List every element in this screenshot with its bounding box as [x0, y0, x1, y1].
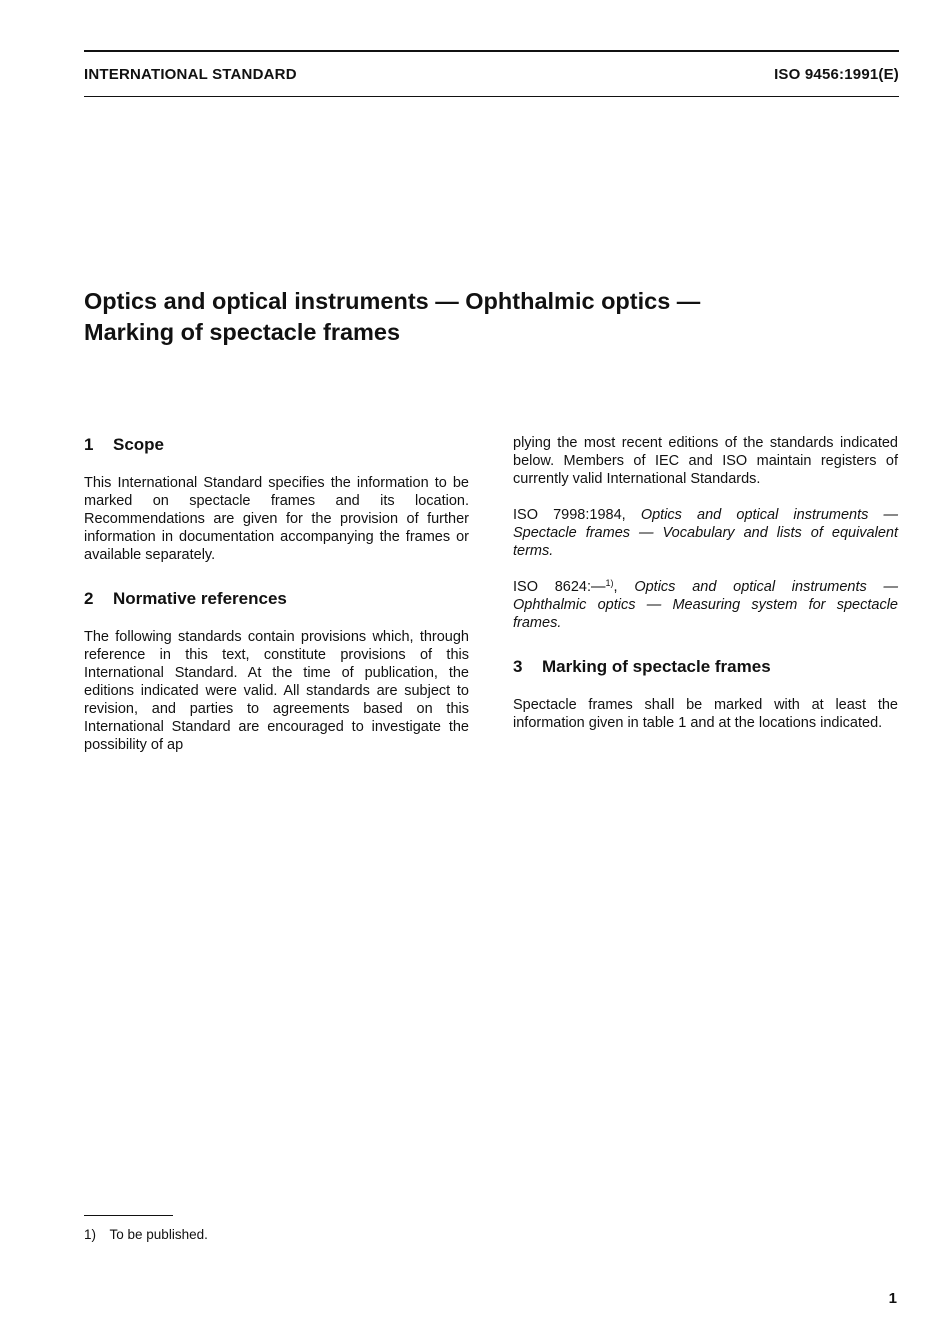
- scope-paragraph: This International Standard specifies the information to be marked on spectacle frames and its location. Recommendations are given for the provision of further information in documentation accompanying the frames or available separately.: [84, 475, 469, 563]
- normative-paragraph-part2: plying the most recent editions of the standards indicated below. Members of IEC and ISO maintain registers of currently valid International Standards.: [513, 435, 898, 487]
- header-rule-bottom: [84, 96, 899, 97]
- title-line-1: Optics and optical instruments — Ophthalmic optics —: [84, 288, 701, 314]
- reference-title: Optics and optical instruments — Spectacle frames — Vocabulary and lists of equivalent terms.: [513, 507, 899, 559]
- left-column: [84, 434, 469, 754]
- right-column: [513, 434, 898, 732]
- section-title: Marking of spectacle frames: [542, 657, 771, 676]
- reference-iso-7998: [513, 506, 898, 560]
- reference-code: ISO 8624:—: [513, 579, 606, 595]
- page-title: [84, 286, 884, 348]
- reference-title: Optics and optical instruments — Ophthalmic optics — Measuring system for spectacle frames.: [513, 579, 899, 631]
- header-rule-top: [84, 50, 899, 52]
- section-number: 1: [84, 435, 94, 454]
- section-normative-heading: [84, 588, 469, 610]
- marking-paragraph: Spectacle frames shall be marked with at least the information given in table 1 and at the locations indicated.: [513, 697, 898, 731]
- section-title: Normative references: [113, 589, 287, 608]
- reference-code: ISO 7998:1984,: [513, 507, 626, 523]
- section-title: Scope: [113, 435, 165, 454]
- normative-paragraph-part1: The following standards contain provisions which, through reference in this text, constitute provisions of this International Standard. At the time of publication, the editions indicated were valid. All standards are subject to revision, and parties to agreements based on this International Standard are encouraged to investigate the possibility of ap: [84, 629, 469, 753]
- page-number: 1: [888, 1290, 897, 1307]
- footnote-text: To be published.: [109, 1227, 208, 1242]
- document-type: INTERNATIONAL STANDARD: [84, 66, 297, 83]
- title-line-2: Marking of spectacle frames: [84, 319, 401, 345]
- footnote-rule: [84, 1215, 173, 1216]
- section-number: 2: [84, 589, 94, 608]
- document-number: ISO 9456:1991(E): [774, 66, 899, 83]
- section-marking-heading: [513, 656, 898, 678]
- reference-iso-8624: [513, 578, 898, 632]
- section-number: 3: [513, 657, 523, 676]
- footnote-mark: 1): [84, 1227, 97, 1242]
- section-scope-heading: [84, 434, 469, 456]
- reference-separator: ,: [613, 579, 618, 595]
- footnote-reference: 1): [605, 578, 614, 588]
- footnote: [84, 1227, 208, 1242]
